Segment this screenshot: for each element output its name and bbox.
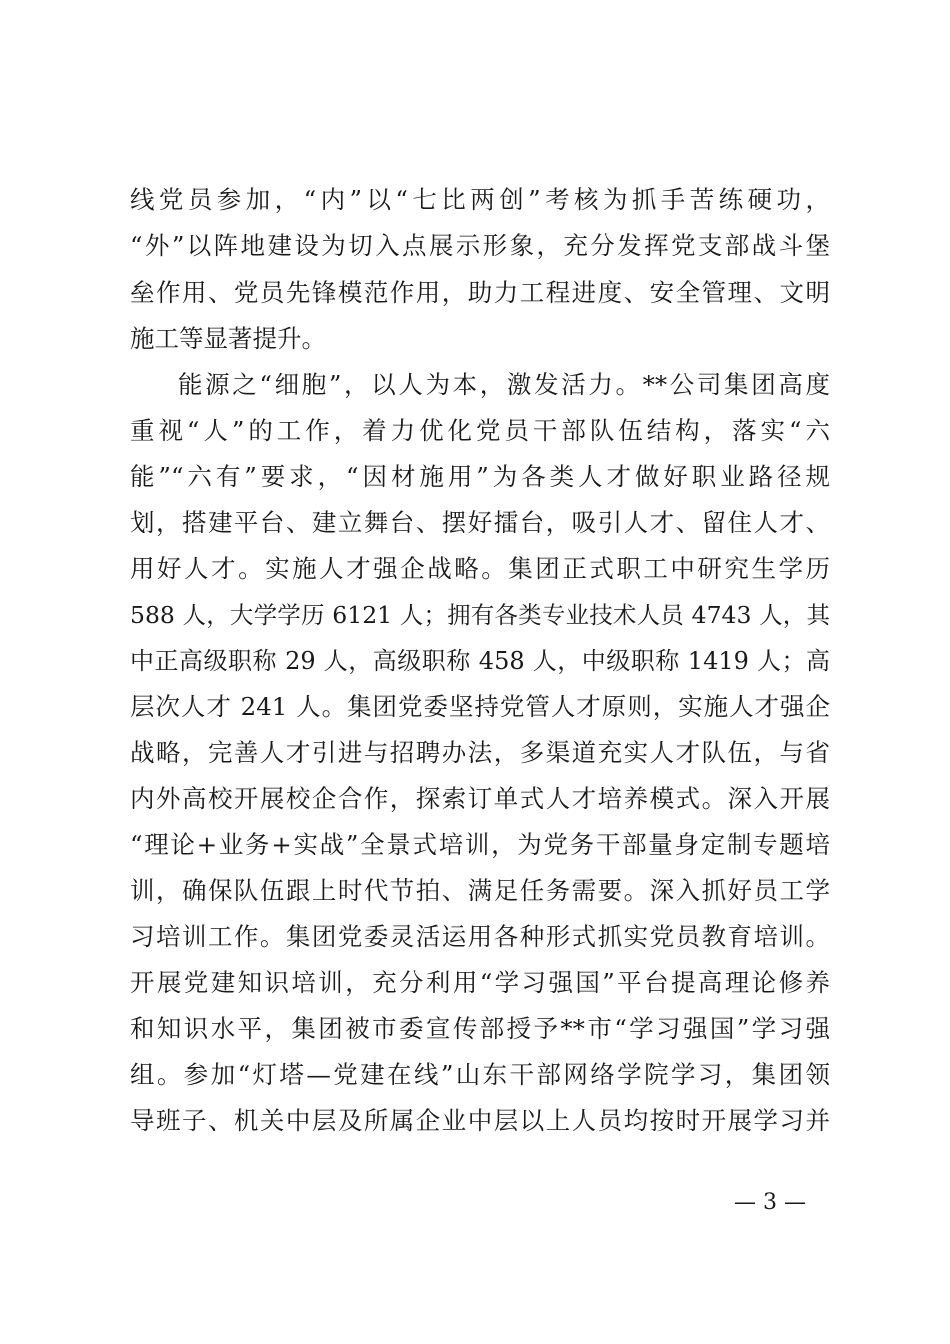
body-text-line: “外”以阵地建设为切入点展示形象，充分发挥党支部战斗堡 bbox=[130, 231, 830, 260]
body-text-line: “理论+业务+实战”全景式培训，为党务干部量身定制专题培 bbox=[130, 830, 830, 859]
body-text-line: 垒作用、党员先锋模范作用，助力工程进度、安全管理、文明 bbox=[130, 278, 830, 307]
body-text-line: 用好人才。实施人才强企战略。集团正式职工中研究生学历 bbox=[130, 554, 830, 583]
body-text-line: 重视“人”的工作，着力优化党员干部队伍结构，落实“六 bbox=[130, 416, 830, 445]
body-text-line: 施工等显著提升。 bbox=[130, 324, 326, 353]
body-text-line: 层次人才 241 人。集团党委坚持党管人才原则，实施人才强企 bbox=[130, 692, 830, 721]
body-text-line: 战略，完善人才引进与招聘办法，多渠道充实人才队伍，与省 bbox=[130, 738, 830, 767]
body-text-line: 开展党建知识培训，充分利用“学习强国”平台提高理论修养 bbox=[130, 968, 830, 997]
body-text-line: 和知识水平，集团被市委宣传部授予**市“学习强国”学习强 bbox=[130, 1014, 830, 1043]
page-number: — 3 — bbox=[734, 1190, 806, 1215]
body-text-line: 中正高级职称 29 人，高级职称 458 人，中级职称 1419 人；高 bbox=[130, 647, 830, 675]
body-text-line: 习培训工作。集团党委灵活运用各种形式抓实党员教育培训。 bbox=[130, 922, 830, 951]
body-text-line: 划，搭建平台、建立舞台、摆好擂台，吸引人才、留住人才、 bbox=[130, 508, 830, 537]
body-text-line: 内外高校开展校企合作，探索订单式人才培养模式。深入开展 bbox=[130, 784, 830, 813]
body-text-line: 能”“六有”要求，“因材施用”为各类人才做好职业路径规 bbox=[130, 462, 830, 491]
body-text-line: 线党员参加，“内”以“七比两创”考核为抓手苦练硬功， bbox=[130, 185, 830, 214]
body-text-line: 导班子、机关中层及所属企业中层以上人员均按时开展学习并 bbox=[130, 1106, 830, 1135]
paragraph-first-line: 能源之“细胞”，以人为本，激发活力。**公司集团高度 bbox=[178, 370, 830, 399]
body-text-line: 组。参加“灯塔—党建在线”山东干部网络学院学习，集团领 bbox=[130, 1060, 830, 1089]
body-text-line: 588 人，大学学历 6121 人；拥有各类专业技术人员 4743 人，其 bbox=[130, 601, 830, 629]
body-text-line: 训，确保队伍跟上时代节拍、满足任务需要。深入抓好员工学 bbox=[130, 876, 830, 905]
